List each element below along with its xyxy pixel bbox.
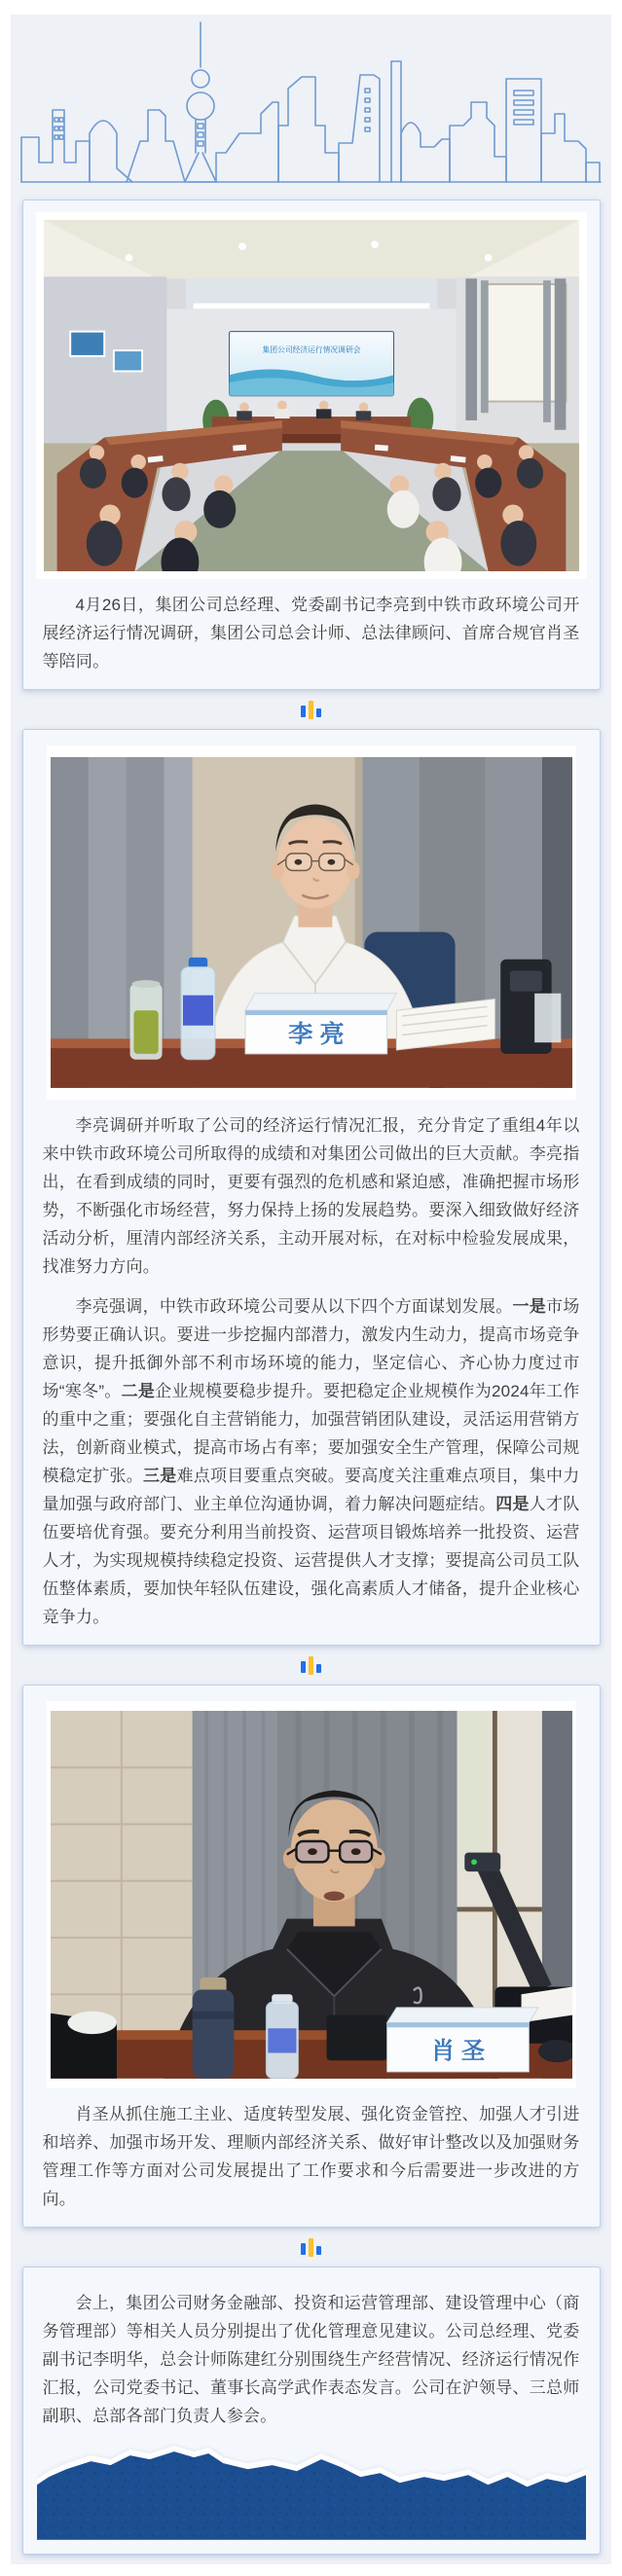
- article-card-closing: [22, 2267, 601, 2555]
- divider-bar-blue-left: [301, 1661, 306, 1673]
- article-card-xiaosheng: [22, 1685, 601, 2228]
- article-page: [0, 15, 622, 2564]
- article-card-liliang: [22, 729, 601, 1646]
- bar-chart-divider-icon: [11, 2228, 611, 2267]
- paragraph-xiaosheng-remarks: 肖圣从抓住施工主业、适度转型发展、强化资金管控、加强人才引进和培养、加强市场开发、理顺内部经济关系、做好审计整改以及加强财务管理工作等方面对公司发展提出了工作要求和今后需要进一步改进的方向。: [42, 2105, 580, 2209]
- torn-paper-graphic: [37, 2442, 586, 2540]
- divider-bar-yellow: [309, 701, 313, 719]
- divider-bar-blue-left: [301, 706, 306, 717]
- screen-slide-title: 集团公司经济运行情况调研会: [262, 345, 360, 355]
- paragraph-intro: 4月26日，集团公司总经理、党委副书记李亮到中铁市政环境公司开展经济运行情况调研，集团公司总会计师、总法律顾问、首席合规官肖圣等陪同。: [42, 596, 580, 671]
- divider-bar-yellow: [309, 1656, 313, 1675]
- city-skyline-icon: [18, 15, 604, 187]
- nameplate-text-liliang: 李 亮: [287, 1021, 345, 1049]
- divider-bar-blue-right: [316, 708, 321, 717]
- divider-bar-blue-left: [301, 2243, 306, 2255]
- divider-bar-blue-right: [316, 2246, 321, 2255]
- meeting-room-photo[interactable]: [36, 212, 587, 579]
- divider-bar-blue-right: [316, 1664, 321, 1673]
- xiao-sheng-photo[interactable]: [47, 1701, 576, 2088]
- paragraph-closing: 会上，集团公司财务金融部、投资和运营管理部、建设管理中心（商务管理部）等相关人员分别提出了优化管理意见建议。公司总经理、党委副书记李明华，总会计师陈建红分别围绕生产经营情况、经济运行情况作汇报，公司党委书记、董事长高学武作表态发言。公司在沪领导、三总师副职、总部各部门负责人参会。: [42, 2294, 580, 2426]
- bar-chart-divider-icon: [11, 1646, 611, 1685]
- bar-chart-divider-icon: [11, 690, 611, 729]
- article-card-intro: [22, 200, 601, 690]
- divider-bar-yellow: [309, 2238, 313, 2257]
- content-panel: [11, 15, 611, 2564]
- paragraph-liliang-report: 李亮调研并听取了公司的经济运行情况汇报，充分肯定了重组4年以来中铁市政环境公司所取得的成绩和对集团公司做出的巨大贡献。李亮指出，在看到成绩的同时，更要有强烈的危机感和紧迫感，准确把握市场形势，不断强化市场经营，努力保持上扬的发展趋势。要深入细致做好经济活动分析，厘清内部经济关系，主动开展对标，在对标中检验发展成果，找准努力方向。: [42, 1116, 580, 1277]
- nameplate-text-xiaosheng: 肖 圣: [430, 2038, 485, 2065]
- paragraph-liliang-four-points: 李亮强调，中铁市政环境公司要从以下四个方面谋划发展。一是市场形势要正确认识。要进一步挖掘内部潜力，激发内生动力，提高市场竞争意识，提升抵御外部不利市场环境的能力，坚定信心、齐心协力度过市场“寒冬”。二是企业规模要稳步提升。要把稳定企业规模作为2024年工作的重中之重；要强化自主营销能力，加强营销团队建设，灵活运用营销方法，创新商业模式，提高市场占有率；要加强安全生产管理，保障公司规模稳定扩张。三是难点项目要重点突破。要高度关注重难点项目，集中力量加强与政府部门、业主单位沟通协调，着力解决问题症结。四是人才队伍要培优育强。要充分利用当前投资、运营项目锻炼培养一批投资、运营人才，为实现规模持续稳定投资、运营提供人才支撑；要提高公司员工队伍整体素质，要加快年轻队伍建设，强化高素质人才储备，提升企业核心竞争力。: [42, 1297, 580, 1627]
- li-liang-photo[interactable]: [47, 745, 576, 1100]
